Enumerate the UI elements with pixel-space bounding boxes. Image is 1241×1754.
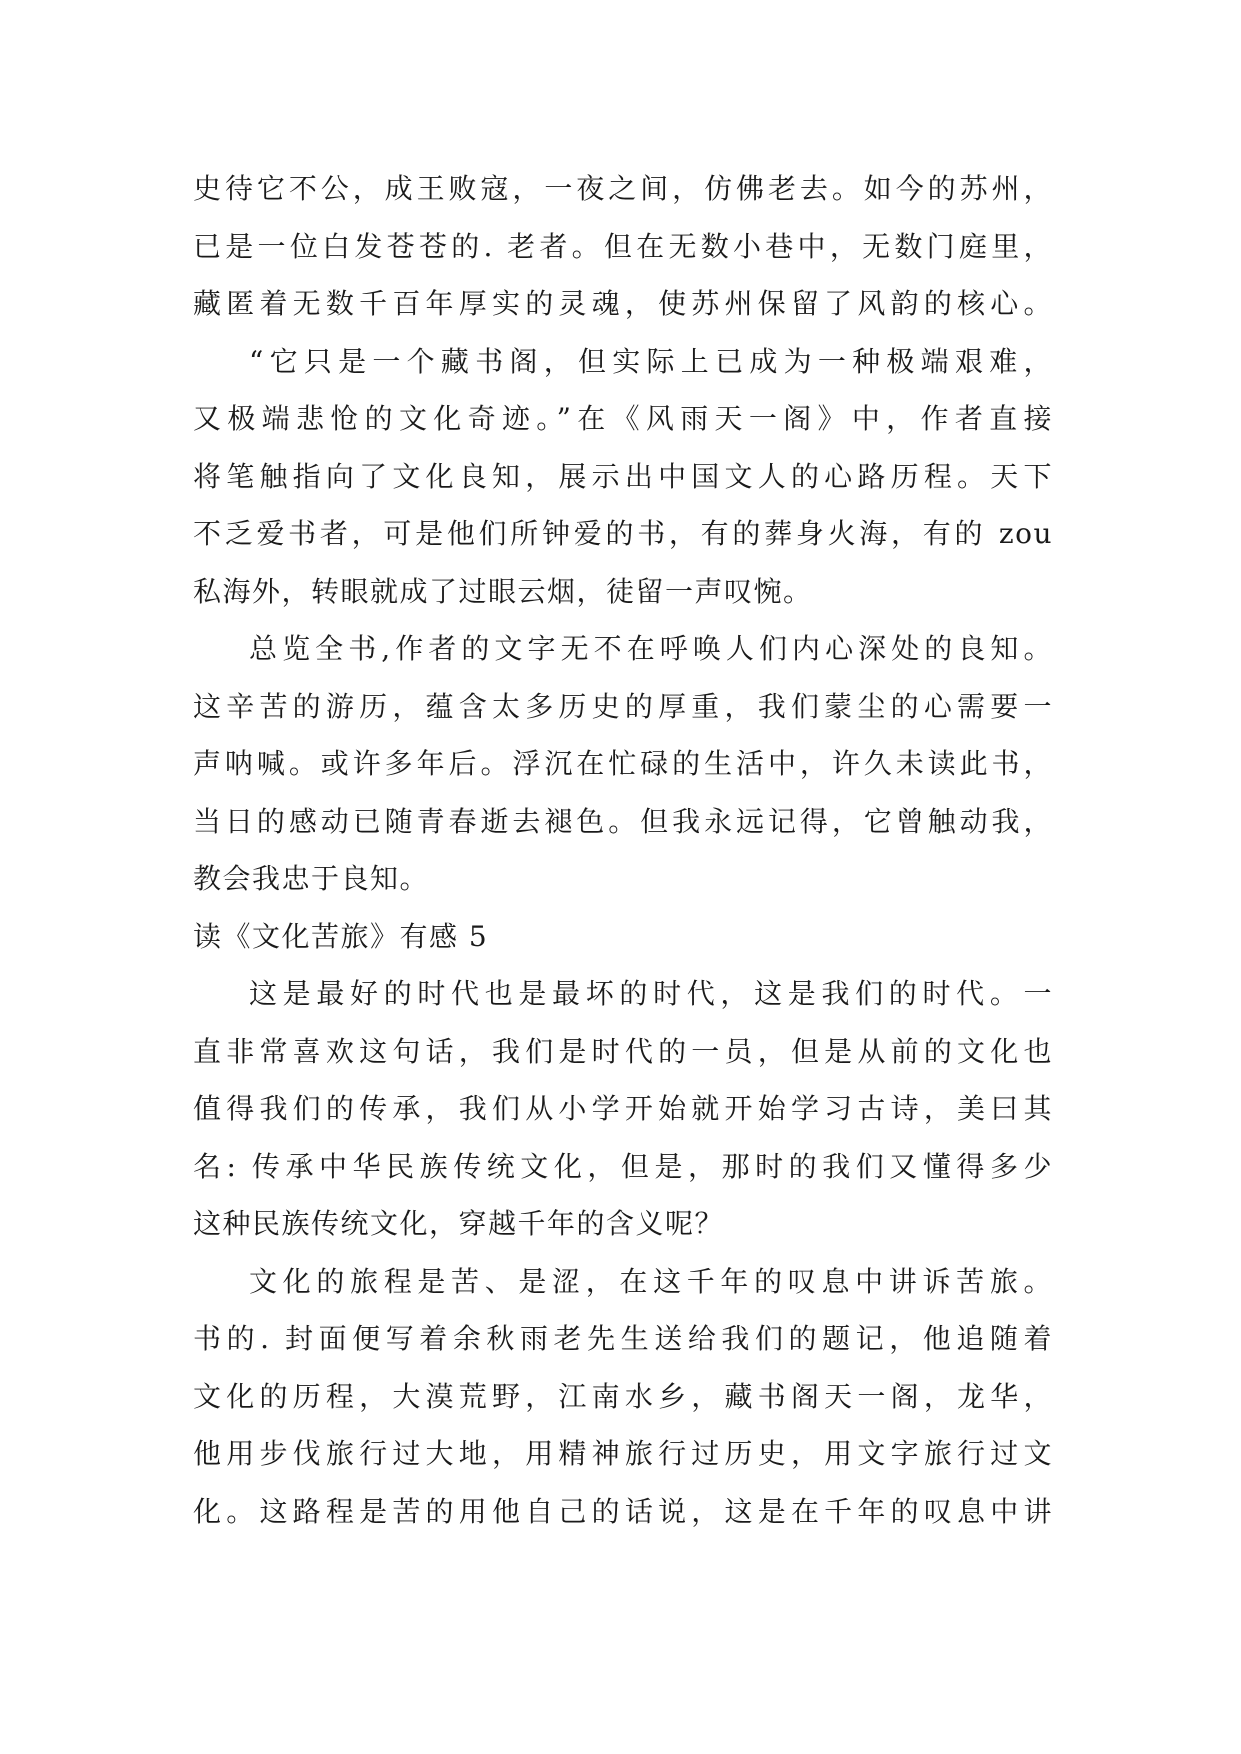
text-line: 当日的感动已随青春逝去褪色。但我永远记得，它曾触动我， — [193, 804, 1053, 838]
text-line: 声呐喊。或许多年后。浮沉在忙碌的生活中，许久未读此书， — [193, 747, 1053, 780]
text-line: 这种民族传统文化，穿越千年的含义呢？ — [193, 1207, 725, 1240]
text-line: 不乏爱书者，可是他们所钟爱的书，有的葬身火海，有的 zou — [193, 517, 1053, 550]
text-line: 书的. 封面便写着余秋雨老先生送给我们的题记，他追随着 — [193, 1322, 1053, 1355]
text-line: 已是一位白发苍苍的. 老者。但在无数小巷中，无数门庭里， — [193, 229, 1053, 263]
text-line: 这辛苦的游历，蕴含太多历史的厚重，我们蒙尘的心需要一 — [193, 689, 1053, 723]
paragraph-start-line: 文化的旅程是苦、是涩，在这千年的叹息中讲诉苦旅。 — [249, 1264, 1053, 1298]
text-line: 他用步伐旅行过大地，用精神旅行过历史，用文字旅行过文 — [193, 1437, 1053, 1470]
text-line: 值得我们的传承，我们从小学开始就开始学习古诗，美曰其 — [193, 1092, 1053, 1125]
text-line: 史待它不公，成王败寇，一夜之间，仿佛老去。如今的苏州， — [193, 172, 1053, 205]
text-line: 藏匿着无数千百年厚实的灵魂，使苏州保留了风韵的核心。 — [193, 287, 1053, 320]
text-line: 将笔触指向了文化良知，展示出中国文人的心路历程。天下 — [193, 459, 1053, 493]
document-body — [193, 160, 1053, 1540]
text-line: 教会我忠于良知。 — [193, 862, 430, 895]
text-line: 名: 传承中华民族传统文化，但是，那时的我们又懂得多少 — [193, 1149, 1053, 1183]
paragraph-start-line: 这是最好的时代也是最坏的时代，这是我们的时代。一 — [249, 977, 1053, 1010]
text-line: 直非常喜欢这句话，我们是时代的一员，但是从前的文化也 — [193, 1034, 1053, 1068]
text-line: 私海外，转眼就成了过眼云烟，徒留一声叹惋。 — [193, 574, 813, 608]
paragraph-start-line: 总览全书,作者的文字无不在呼唤人们内心深处的良知。 — [249, 632, 1053, 665]
text-line: 又极端悲怆的文化奇迹。”在《风雨天一阁》中，作者直接 — [193, 402, 1053, 435]
text-line: 文化的历程，大漠荒野，江南水乡，藏书阁天一阁，龙华， — [193, 1379, 1053, 1413]
text-line: 化。这路程是苦的用他自己的话说，这是在千年的叹息中讲 — [193, 1494, 1053, 1528]
section-heading: 读《文化苦旅》有感 5 — [193, 919, 489, 953]
paragraph-start-line: “它只是一个藏书阁，但实际上已成为一种极端艰难， — [249, 344, 1053, 378]
